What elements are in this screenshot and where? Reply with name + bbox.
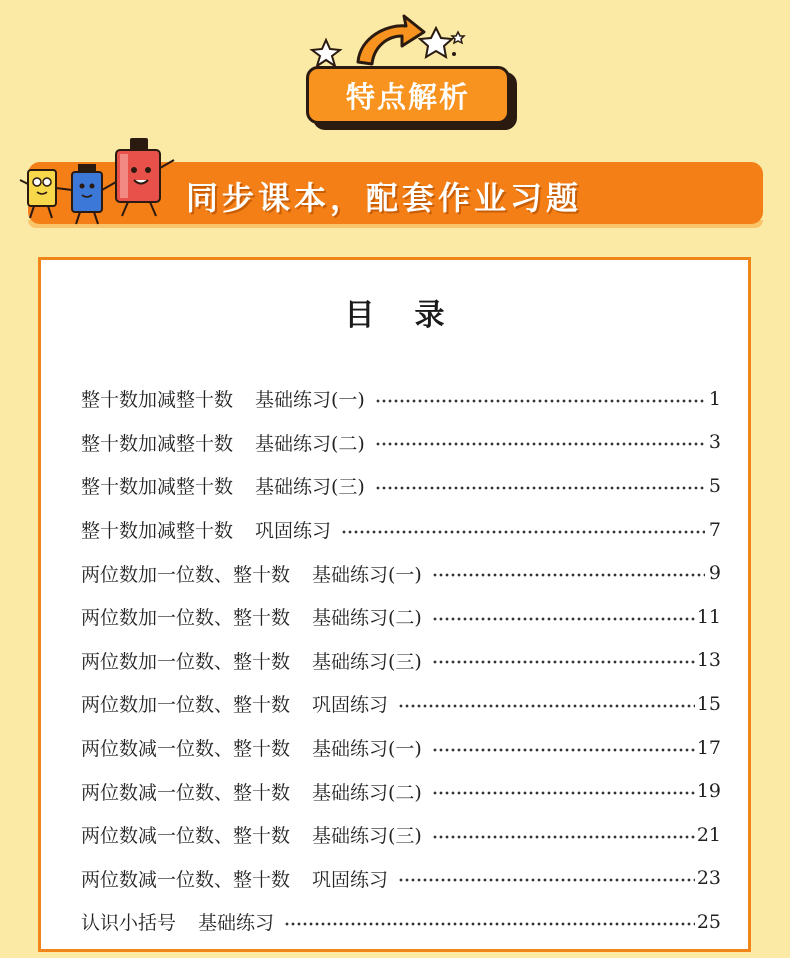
- feature-badge: [306, 66, 510, 124]
- toc-page-number: 17: [696, 736, 721, 759]
- toc-page-number: 7: [708, 518, 721, 541]
- toc-page-number: 11: [696, 605, 721, 628]
- toc-page-number: 15: [696, 692, 721, 715]
- toc-topic: 两位数加一位数、整十数: [81, 607, 291, 630]
- toc-row[interactable]: [81, 551, 721, 595]
- toc-subtitle: 基础练习(一): [312, 738, 422, 761]
- red-book-character: [102, 138, 174, 216]
- toc-topic: 整十数加减整十数: [81, 520, 234, 543]
- toc-subtitle: 基础练习(三): [255, 476, 365, 499]
- toc-row[interactable]: [81, 857, 721, 901]
- toc-row[interactable]: [81, 900, 721, 944]
- toc-page-number: 23: [696, 867, 721, 890]
- feature-badge-label: 特点解析: [345, 79, 470, 114]
- toc-subtitle: 巩固练习: [312, 868, 389, 891]
- toc-subtitle: 巩固练习: [312, 694, 389, 717]
- toc-leader-dots: [432, 791, 695, 795]
- toc-subtitle: 基础练习: [198, 912, 275, 935]
- toc-title-left: 目: [344, 298, 375, 333]
- feature-badge-group: [298, 10, 518, 122]
- blue-book-character: [56, 164, 102, 224]
- toc-row[interactable]: [81, 595, 721, 639]
- toc-topic: 两位数减一位数、整十数: [81, 781, 291, 804]
- toc-page-number: 13: [696, 649, 721, 672]
- toc-row[interactable]: [81, 464, 721, 508]
- toc-leader-dots: [375, 442, 705, 446]
- toc-leader-dots: [432, 748, 695, 752]
- toc-subtitle: 基础练习(三): [312, 650, 422, 673]
- toc-page-number: 9: [708, 562, 721, 585]
- toc-topic: 两位数加一位数、整十数: [81, 650, 291, 673]
- toc-row[interactable]: [81, 377, 721, 421]
- toc-leader-dots: [284, 922, 695, 926]
- toc-page-number: 25: [696, 910, 721, 933]
- toc-subtitle: 巩固练习: [255, 520, 332, 543]
- toc-page-number: 21: [696, 823, 721, 846]
- toc-row[interactable]: [81, 508, 721, 552]
- toc-row[interactable]: [81, 639, 721, 683]
- toc-page-number: 5: [708, 474, 721, 497]
- toc-subtitle: 基础练习(二): [255, 432, 365, 455]
- toc-title-right: 录: [414, 298, 445, 333]
- toc-subtitle: 基础练习(二): [312, 607, 422, 630]
- toc-leader-dots: [432, 835, 695, 839]
- toc-leader-dots: [375, 399, 705, 403]
- toc-topic: 两位数减一位数、整十数: [81, 738, 291, 761]
- toc-topic: 两位数减一位数、整十数: [81, 868, 291, 891]
- toc-leader-dots: [432, 573, 705, 577]
- toc-leader-dots: [398, 878, 695, 882]
- banner-title: 同步课本，配套作业习题: [186, 179, 583, 217]
- toc-page-number: 1: [708, 387, 721, 410]
- toc-row[interactable]: [81, 769, 721, 813]
- toc-topic: 整十数加减整十数: [81, 389, 234, 412]
- toc-topic: 认识小括号: [81, 912, 177, 935]
- toc-leader-dots: [398, 704, 695, 708]
- toc-topic: 整十数加减整十数: [81, 432, 234, 455]
- toc-panel: [38, 257, 751, 952]
- toc-leader-dots: [432, 660, 695, 664]
- toc-row[interactable]: [81, 813, 721, 857]
- toc-page-number: 19: [696, 780, 721, 803]
- toc-topic: 整十数加减整十数: [81, 476, 234, 499]
- toc-page-number: 3: [708, 431, 721, 454]
- yellow-book-character: [20, 170, 56, 218]
- toc-subtitle: 基础练习(三): [312, 825, 422, 848]
- toc-title: [41, 290, 748, 334]
- star-icon: [452, 32, 464, 43]
- toc-leader-dots: [375, 486, 705, 490]
- toc-row[interactable]: [81, 682, 721, 726]
- toc-row[interactable]: [81, 726, 721, 770]
- toc-list: [81, 377, 721, 944]
- toc-subtitle: 基础练习(二): [312, 781, 422, 804]
- toc-subtitle: 基础练习(一): [312, 563, 422, 586]
- toc-topic: 两位数加一位数、整十数: [81, 563, 291, 586]
- toc-topic: 两位数加一位数、整十数: [81, 694, 291, 717]
- toc-subtitle: 基础练习(一): [255, 389, 365, 412]
- toc-row[interactable]: [81, 421, 721, 465]
- toc-leader-dots: [341, 530, 705, 534]
- toc-leader-dots: [432, 617, 695, 621]
- book-characters-icon: [16, 132, 186, 232]
- toc-topic: 两位数减一位数、整十数: [81, 825, 291, 848]
- star-icon: [312, 40, 340, 66]
